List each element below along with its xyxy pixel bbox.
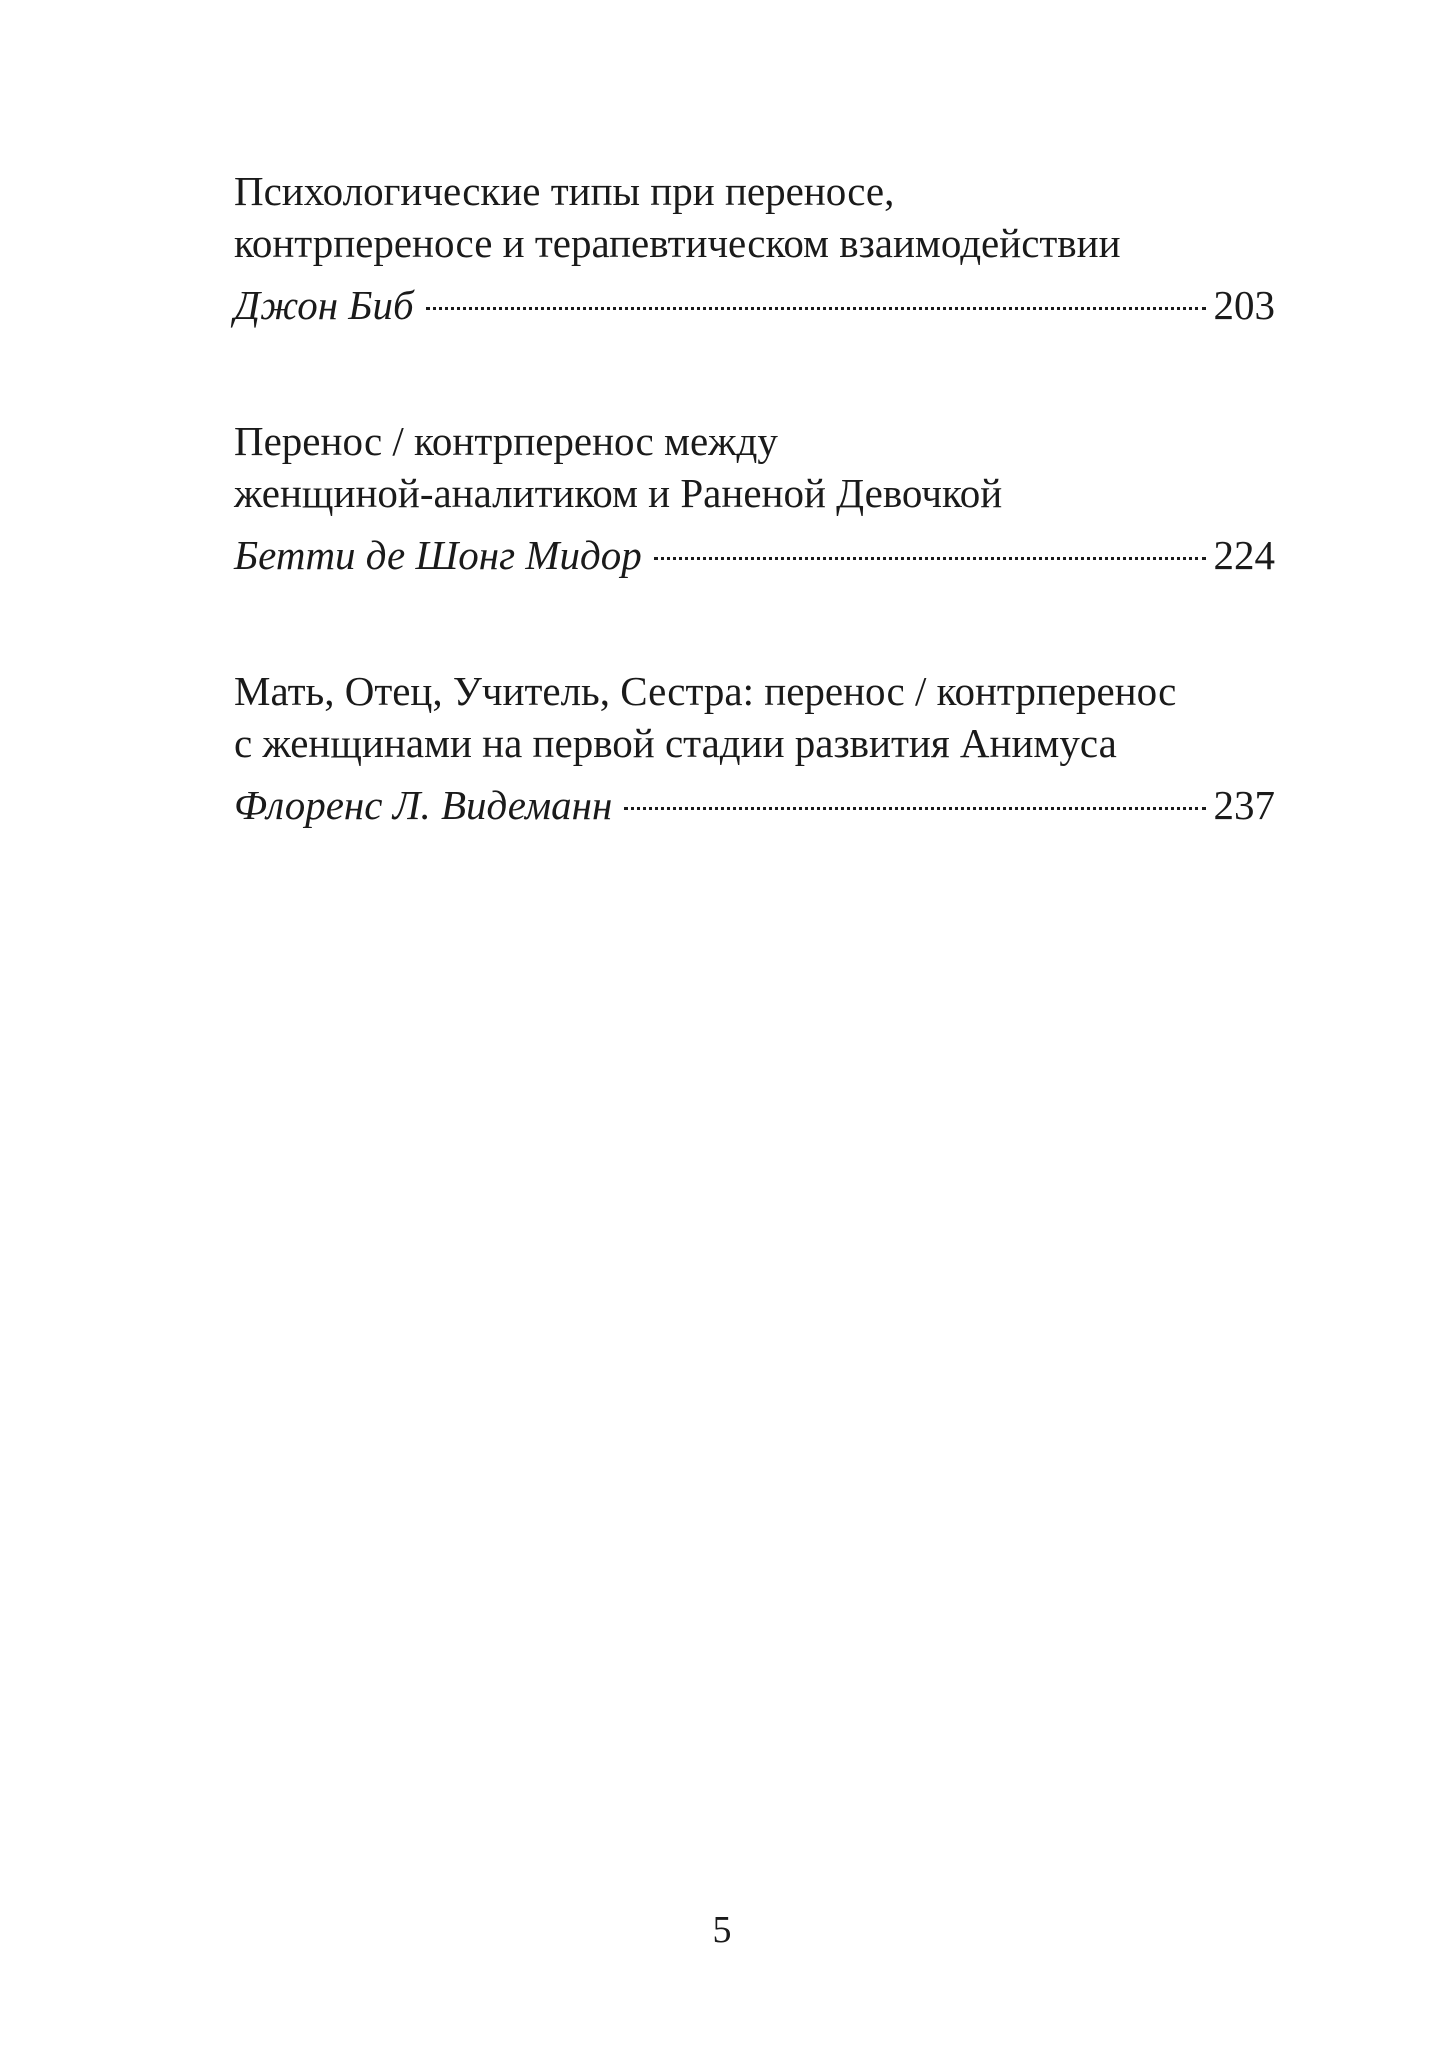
entry-title-line: с женщинами на первой стадии развития Анимуса: [234, 720, 1117, 766]
dot-leader: [624, 807, 1205, 810]
entry-author: Флоренс Л. Видеманн: [234, 782, 613, 828]
entry-title-line: женщиной-аналитиком и Раненой Девочкой: [234, 470, 1003, 516]
entry-author-line: [234, 529, 1275, 581]
toc-entry: [234, 415, 1275, 581]
entry-title-line: контрпереносе и терапевтическом взаимодействии: [234, 220, 1121, 266]
entry-page-number: 224: [1213, 532, 1275, 578]
entry-title-line: Перенос / контрперенос между: [234, 418, 778, 464]
dot-leader: [654, 557, 1206, 560]
table-of-contents: [234, 165, 1275, 915]
toc-entry: [234, 165, 1275, 331]
entry-author: Джон Биб: [234, 282, 414, 328]
entry-author: Бетти де Шонг Мидор: [234, 532, 642, 578]
page-number: 5: [712, 1909, 732, 1951]
entry-title-line: Психологические типы при переносе,: [234, 168, 895, 214]
entry-author-line: [234, 779, 1275, 831]
entry-title-line: Мать, Отец, Учитель, Сестра: перенос / контрперенос: [234, 668, 1177, 714]
entry-page-number: 237: [1213, 782, 1275, 828]
dot-leader: [426, 307, 1206, 310]
toc-entry: [234, 665, 1275, 831]
entry-author-line: [234, 279, 1275, 331]
entry-page-number: 203: [1213, 282, 1275, 328]
